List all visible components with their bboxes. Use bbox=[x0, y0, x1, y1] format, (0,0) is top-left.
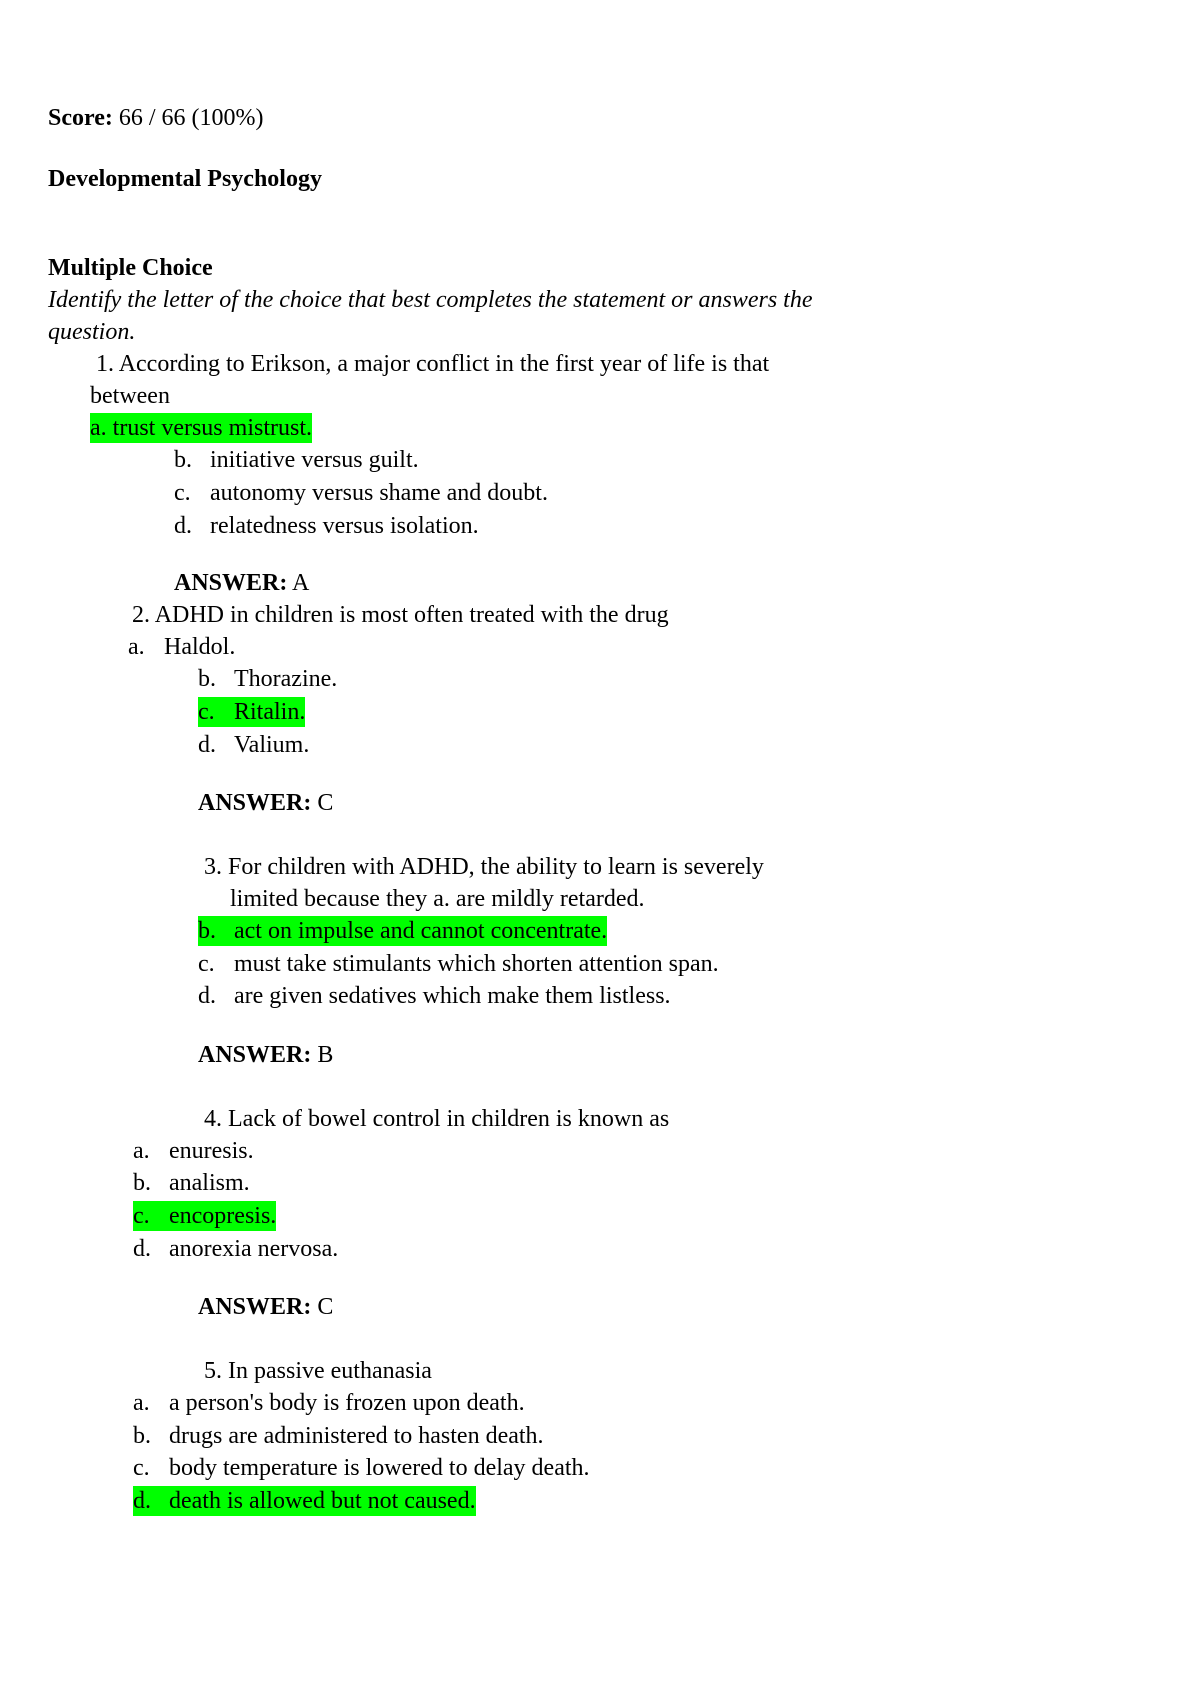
question-number: 2. bbox=[132, 602, 150, 628]
question-text: Lack of bowel control in children is known as bbox=[228, 1106, 670, 1132]
section-title: Multiple Choice bbox=[48, 255, 213, 281]
choice-text: analism. bbox=[169, 1170, 250, 1196]
choice-q2-a bbox=[128, 632, 235, 662]
answer-label: ANSWER: bbox=[198, 1042, 312, 1068]
choice-letter: b. bbox=[198, 666, 216, 692]
answer-value: C bbox=[317, 790, 334, 816]
choice-q4-b bbox=[133, 1168, 250, 1198]
question-number: 4. bbox=[204, 1106, 222, 1132]
choice-letter: a. bbox=[90, 415, 107, 441]
choice-letter: d. bbox=[198, 732, 216, 758]
score-value: 66 / 66 (100%) bbox=[118, 105, 264, 131]
choice-letter: d. bbox=[133, 1236, 151, 1262]
choice-text: relatedness versus isolation. bbox=[210, 513, 479, 539]
answer-q4 bbox=[198, 1292, 333, 1322]
question-text: In passive euthanasia bbox=[228, 1358, 432, 1384]
question-text: For children with ADHD, the ability to learn is severely bbox=[228, 854, 764, 880]
choice-text: Haldol. bbox=[164, 634, 236, 660]
choice-q1-c bbox=[174, 478, 548, 508]
choice-letter: d. bbox=[198, 983, 216, 1009]
question-1-stem bbox=[96, 349, 769, 379]
choice-q4-a bbox=[133, 1136, 254, 1166]
choice-q1-b bbox=[174, 445, 419, 475]
answer-value: A bbox=[292, 570, 310, 596]
answer-q1 bbox=[174, 568, 309, 598]
choice-q5-d bbox=[133, 1486, 476, 1516]
choice-q5-a bbox=[133, 1388, 525, 1418]
choice-text: act on impulse and cannot concentrate. bbox=[234, 918, 608, 944]
score-line bbox=[48, 103, 264, 133]
choice-letter: c. bbox=[133, 1455, 150, 1481]
choice-q3-c bbox=[198, 949, 719, 979]
instructions-line-1: Identify the letter of the choice that best completes the statement or answers the bbox=[48, 287, 813, 313]
choice-letter: c. bbox=[198, 951, 215, 977]
choice-text: autonomy versus shame and doubt. bbox=[210, 480, 548, 506]
choice-text: initiative versus guilt. bbox=[210, 447, 419, 473]
choice-q1-d bbox=[174, 511, 479, 541]
choice-letter: a. bbox=[128, 634, 145, 660]
choice-q5-c bbox=[133, 1453, 590, 1483]
answer-value: B bbox=[317, 1042, 334, 1068]
answer-label: ANSWER: bbox=[198, 1294, 312, 1320]
choice-text: encopresis. bbox=[169, 1203, 277, 1229]
choice-letter: c. bbox=[133, 1203, 150, 1229]
choice-text: anorexia nervosa. bbox=[169, 1236, 339, 1262]
choice-letter: d. bbox=[174, 513, 192, 539]
question-text: ADHD in children is most often treated with the drug bbox=[154, 602, 669, 628]
choice-letter: b. bbox=[174, 447, 192, 473]
choice-q2-b bbox=[198, 664, 337, 694]
choice-letter: a. bbox=[133, 1138, 150, 1164]
question-text: According to Erikson, a major conflict in the first year of life is that bbox=[118, 351, 770, 377]
choice-text: are given sedatives which make them listless. bbox=[234, 983, 671, 1009]
score-label: Score: bbox=[48, 105, 113, 131]
question-2-stem bbox=[132, 600, 669, 630]
choice-letter: d. bbox=[133, 1488, 151, 1514]
choice-text: trust versus mistrust. bbox=[112, 415, 312, 441]
question-number: 3. bbox=[204, 854, 222, 880]
question-1-stem-cont: between bbox=[90, 383, 170, 409]
choice-text: Valium. bbox=[234, 732, 310, 758]
answer-label: ANSWER: bbox=[174, 570, 288, 596]
question-number: 1. bbox=[96, 351, 114, 377]
choice-q4-d bbox=[133, 1234, 338, 1264]
choice-text: Thorazine. bbox=[234, 666, 338, 692]
question-3-stem bbox=[204, 852, 764, 882]
choice-letter: b. bbox=[133, 1423, 151, 1449]
choice-letter: a. bbox=[133, 1390, 150, 1416]
choice-q2-c bbox=[198, 697, 305, 727]
choice-q2-d bbox=[198, 730, 309, 760]
choice-text: drugs are administered to hasten death. bbox=[169, 1423, 544, 1449]
choice-text: a person's body is frozen upon death. bbox=[169, 1390, 525, 1416]
choice-letter: c. bbox=[198, 699, 215, 725]
question-3-stem-cont: limited because they a. are mildly retarded. bbox=[230, 886, 645, 912]
course-title: Developmental Psychology bbox=[48, 166, 322, 192]
choice-q1-a bbox=[90, 413, 312, 443]
choice-q4-c bbox=[133, 1201, 276, 1231]
choice-q3-b bbox=[198, 916, 607, 946]
answer-label: ANSWER: bbox=[198, 790, 312, 816]
choice-letter: b. bbox=[133, 1170, 151, 1196]
choice-letter: c. bbox=[174, 480, 191, 506]
choice-text: death is allowed but not caused. bbox=[169, 1488, 476, 1514]
choice-q3-d bbox=[198, 981, 671, 1011]
choice-text: must take stimulants which shorten attention span. bbox=[234, 951, 719, 977]
answer-value: C bbox=[317, 1294, 334, 1320]
choice-text: Ritalin. bbox=[234, 699, 306, 725]
instructions-line-2: question. bbox=[48, 319, 136, 345]
choice-q5-b bbox=[133, 1421, 544, 1451]
question-5-stem bbox=[204, 1356, 432, 1386]
question-4-stem bbox=[204, 1104, 669, 1134]
choice-letter: b. bbox=[198, 918, 216, 944]
answer-q2 bbox=[198, 788, 333, 818]
question-number: 5. bbox=[204, 1358, 222, 1384]
choice-text: enuresis. bbox=[169, 1138, 254, 1164]
choice-text: body temperature is lowered to delay death. bbox=[169, 1455, 590, 1481]
answer-q3 bbox=[198, 1040, 333, 1070]
